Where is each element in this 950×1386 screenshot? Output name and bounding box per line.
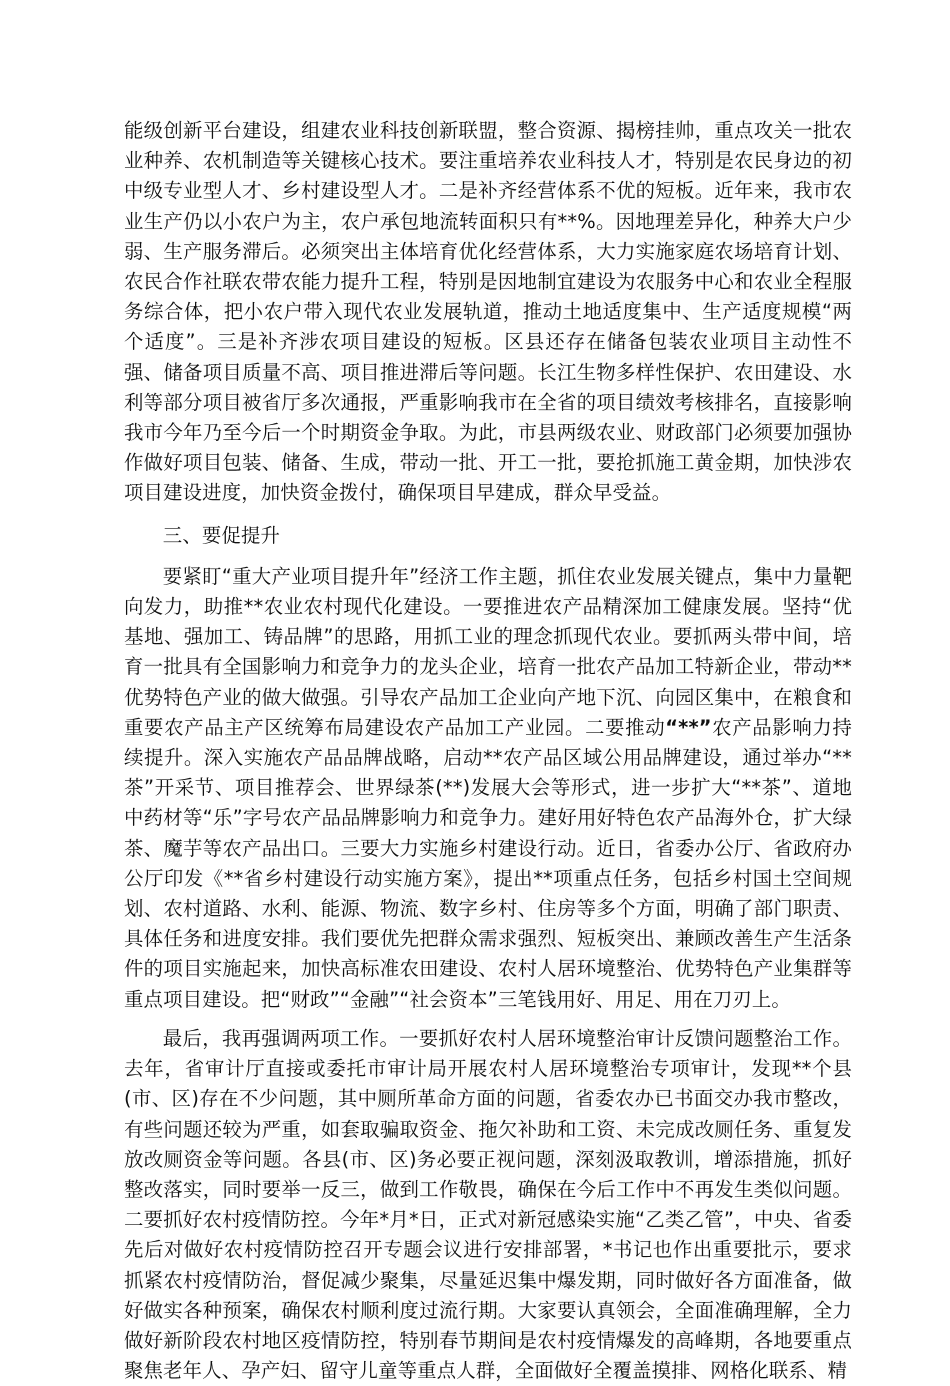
paragraph-promote-part-b: 农产品影响力持续提升。深入实施农产品品牌战略，启动**农产品区域公用品牌建设，通过举办“**茶”开采节、项目推荐会、世界绿茶(**)发展大会等形式，进一步扩大“**茶”、道地中药材等“乐”字号农产品品牌影响力和竞争力。建好用好特色农产品海外仓，扩大绿茶、魔芋等农产品出口。三要大力实施乡村建设行动。近日，省委办公厅、省政府办公厅印发《**省乡村建设行动实施方案》，提出**项重点任务，包括乡村国土空间规划、农村道路、水利、能源、物流、数字乡村、住房等多个方面，明确了部门职责、具体任务和进度安排。我们要优先把群众需求强烈、短板突出、兼顾改善生产生活条件的项目实施起来，加快高标准农田建设、农村人居环境整治、优势特色产业集群等重点项目建设。把“财政”“金融”“社会资本”三笔钱用好、用足、用在刀刃上。 <box>124 715 852 1011</box>
paragraph-promote-upgrade <box>124 562 852 1015</box>
paragraph-promote-part-a: 要紧盯“重大产业项目提升年”经济工作主题，抓住农业发展关键点，集中力量靶向发力，助推**农业农村现代化建设。一要推进农产品精深加工健康发展。坚持“优基地、强加工、铸品牌”的思路，用抓工业的理念抓现代农业。要抓两头带中间，培育一批具有全国影响力和竞争力的龙头企业，培育一批农产品加工特新企业，带动**优势特色产业的做大做强。引导农产品加工企业向产地下沉、向园区集中，在粮食和重要农产品主产区统筹布局建设农产品加工产业园。二要推动 <box>124 564 853 739</box>
paragraph-promote-bold-quote: “**” <box>665 715 712 739</box>
paragraph-continued: 能级创新平台建设，组建农业科技创新联盟，整合资源、揭榜挂帅，重点攻关一批农业种养、农机制造等关键核心技术。要注重培养农业科技人才，特别是农民身边的初中级专业型人才、乡村建设型人才。二是补齐经营体系不优的短板。近年来，我市农业生产仍以小农户为主，农户承包地流转面积只有**%。因地理差异化，种养大户少弱、生产服务滞后。必须突出主体培育优化经营体系，大力实施家庭农场培育计划、农民合作社联农带农能力提升工程，特别是因地制宜建设为农服务中心和农业全程服务综合体，把小农户带入现代农业发展轨道，推动土地适度集中、生产适度规模“两个适度”。三是补齐涉农项目建设的短板。区县还存在储备包装农业项目主动性不强、储备项目质量不高、项目推进滞后等问题。长江生物多样性保护、农田建设、水利等部分项目被省厅多次通报，严重影响我市在全省的项目绩效考核排名，直接影响我市今年乃至今后一个时期资金争取。为此，市县两级农业、财政部门必须要加强协作做好项目包装、储备、生成，带动一批、开工一批，要抢抓施工黄金期，加快涉农项目建设进度，加快资金拨付，确保项目早建成，群众早受益。 <box>124 119 852 505</box>
section-heading: 三、要促提升 <box>162 523 281 547</box>
document-body <box>124 116 852 1386</box>
paragraph-final-emphasis: 最后，我再强调两项工作。一要抓好农村人居环境整治审计反馈问题整治工作。去年，省审计厅直接或委托市审计局开展农村人居环境整治专项审计，发现**个县(市、区)存在不少问题，其中厕所革命方面的问题，省委农办已书面交办我市整改，有些问题还较为严重，如套取骗取资金、拖欠补助和工资、未完成改厕任务、重复发放改厕资金等问题。各县(市、区)务必要正视问题，深刻汲取教训，增添措施，抓好整改落实，同时要举一反三，做到工作敬畏，确保在今后工作中不再发生类似问题。二要抓好农村疫情防控。今年*月*日，正式对新冠感染实施“乙类乙管”，中央、省委先后对做好农村疫情防控召开专题会议进行安排部署，*书记也作出重要批示，要求抓紧农村疫情防治，督促减少聚集，尽量延迟集中爆发期，同时做好各方面准备，做好做实各种预案，确保农村顺利度过流行期。大家要认真领会，全面准确理解，全力做好新阶段农村地区疫情防控，特别春节期间是农村疫情爆发的高峰期，各地要重点聚焦老年人、孕产妇、留守儿童等重点人群，全面做好全覆盖摸排、网格化联系、精 <box>124 1026 852 1383</box>
